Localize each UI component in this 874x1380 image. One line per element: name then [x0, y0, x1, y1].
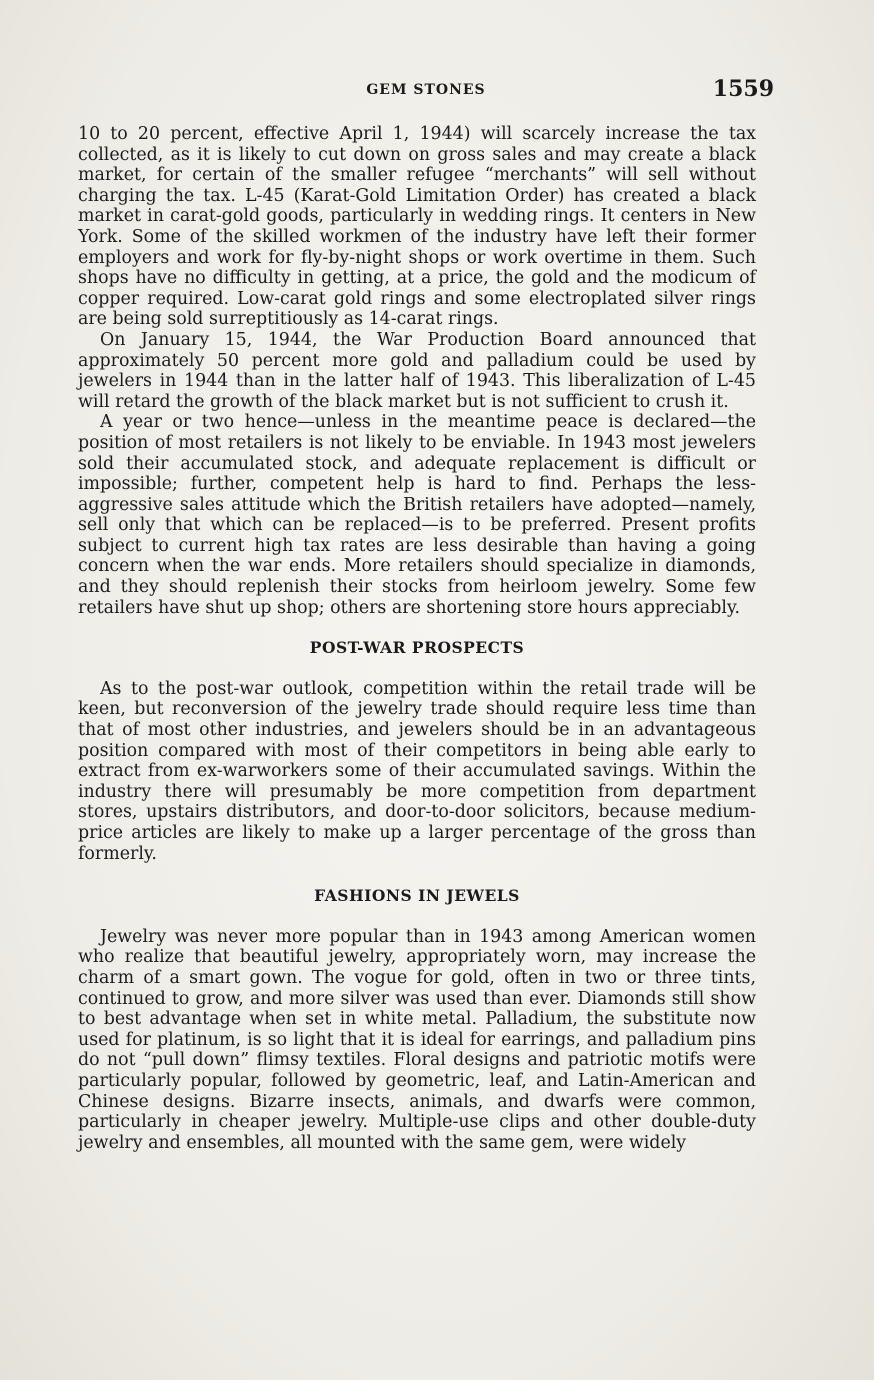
- paragraph: 10 to 20 percent, effective April 1, 1944) will scarcely increase the tax collected, as it is likely to cut down on gross sales and may create a black market, for certain of the smaller refugee “merchants” will sell without charging the tax. L-45 (Karat-Gold Limitation Order) has created a black market in carat-gold goods, particularly in wedding rings. It centers in New York. Some of the skilled workmen of the industry have left their former employers and work for fly-by-night shops or work overtime in them. Such shops have no difficulty in getting, at a price, the gold and the modicum of copper required. Low-carat gold rings and some electroplated silver rings are being sold surreptitiously as 14-carat rings.: [78, 124, 756, 330]
- page-number: 1559: [712, 76, 774, 102]
- paragraph: As to the post-war outlook, competition within the retail trade will be keen, but reconversion of the jewelry trade should require less time than that of most other industries, and jewelers should be in an advantageous position compared with most of their competitors in being able early to extract from ex-warworkers some of their accumulated savings. Within the industry there will presumably be more competition from department stores, upstairs distributors, and door-to-door solicitors, because medium-price articles are likely to make up a larger percentage of the gross than formerly.: [78, 678, 756, 864]
- paragraph: A year or two hence—unless in the meantime peace is declared—the position of most retailers is not likely to be enviable. In 1943 most jewelers sold their accumulated stock, and adequate replacement is difficult or impossible; further, competent help is hard to find. Perhaps the less-aggressive sales attitude which the British retailers have adopted—namely, sell only that which can be replaced—is to be preferred. Present profits subject to current high tax rates are less desirable than having a going concern when the war ends. More retailers should specialize in diamonds, and they should replenish their stocks from heirloom jewelry. Some few retailers have shut up shop; others are shortening store hours appreciably.: [78, 412, 756, 618]
- section-heading-fashions-in-jewels: FASHIONS IN JEWELS: [314, 886, 520, 906]
- section-heading-post-war-prospects: POST-WAR PROSPECTS: [309, 638, 525, 658]
- body-text: [78, 124, 756, 1153]
- paragraph: Jewelry was never more popular than in 1943 among American women who realize that beautiful jewelry, appropriately worn, may increase the charm of a smart gown. The vogue for gold, often in two or three tints, continued to grow, and more silver was used than ever. Diamonds still show to best advantage when set in white metal. Palladium, the substitute now used for platinum, is so light that it is ideal for earrings, and palladium pins do not “pull down” flimsy textiles. Floral designs and patriotic motifs were particularly popular, followed by geometric, leaf, and Latin-American and Chinese designs. Bizarre insects, animals, and dwarfs were common, particularly in cheaper jewelry. Multiple-use clips and other double-duty jewelry and ensembles, all mounted with the same gem, were widely: [78, 926, 756, 1153]
- paragraph: On January 15, 1944, the War Production Board announced that approximately 50 percent more gold and palladium could be used by jewelers in 1944 than in the latter half of 1943. This liberalization of L-45 will retard the growth of the black market but is not sufficient to crush it.: [78, 329, 756, 412]
- page-header: [78, 76, 774, 106]
- running-head: GEM STONES: [366, 82, 486, 98]
